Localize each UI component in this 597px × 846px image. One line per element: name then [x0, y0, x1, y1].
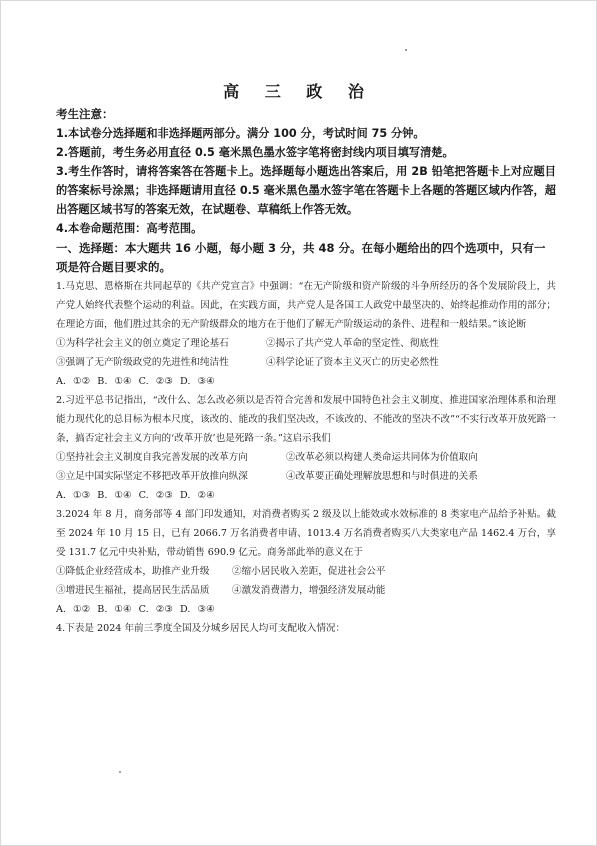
- question-1-options-row-2: [56, 353, 556, 372]
- option: ①降低企业经营成本，助推产业升级: [56, 566, 210, 577]
- question-3-stem: 3.2024 年 8 月，商务部等 4 部门印发通知，对消费者购买 2 级及以上能效或水效标准的 8 类家电产品给予补贴。截至 2024 年 10 月 15 日，已有 2066.7 万名消费者申请、1013.4 万名消费者购买八大类家电产品 1462.4 万台，享受 131.7 亿元中央补贴，带动销售 690.9 亿元。商务部此举的意义在于: [56, 509, 556, 558]
- option: ②揭示了共产党人革命的坚定性、彻底性: [266, 338, 439, 349]
- question-1-choices: A. ①② B. ①④ C. ②③ D. ③④: [56, 376, 215, 387]
- scan-dot: [119, 771, 121, 773]
- exam-content: [56, 105, 556, 638]
- option: ④激发消费潜力，增强经济发展动能: [232, 585, 386, 596]
- question-3-options-row-1: [56, 562, 556, 581]
- question-3-options-row-2: [56, 581, 556, 600]
- option: ③强调了无产阶级政党的先进性和纯洁性: [56, 357, 229, 368]
- question-2-stem: 2.习近平总书记指出，“改什么、怎么改必须以是否符合完善和发展中国特色社会主义制度、推进国家治理体系和治理能力现代化的总目标为根本尺度，该改的、能改的我们坚决改，不该改的、不能改的坚决不改”“不实行改革开放死路一条，搞否定社会主义方向的‘改革开放’也是死路一条。”这启示我们: [56, 395, 556, 444]
- option: ②缩小居民收入差距，促进社会公平: [232, 566, 386, 577]
- notice-item-1: 1.本试卷分选择题和非选择题两部分。满分 100 分，考试时间 75 分钟。: [56, 127, 425, 140]
- option: ①为科学社会主义的创立奠定了理论基石: [56, 338, 229, 349]
- question-4-stem: 4.下表是 2024 年前三季度全国及分城乡居民人均可支配收入情况：: [56, 623, 346, 634]
- section-heading: 一、选择题：本大题共 16 小题，每小题 3 分，共 48 分。在每小题给出的四个选项中，只有一项是符合题目要求的。: [56, 241, 546, 274]
- notice-heading: 考生注意：: [56, 107, 114, 121]
- question-3-choices: A. ①② B. ①④ C. ②③ D. ③④: [56, 604, 215, 615]
- option: ②改革必须以构建人类命运共同体为价值取向: [286, 452, 478, 463]
- question-1-options-row-1: [56, 334, 556, 353]
- question-2-choices: A. ①③ B. ①④ C. ②③ D. ②④: [56, 490, 215, 501]
- option: ①坚持社会主义制度自我完善发展的改革方向: [56, 452, 248, 463]
- notice-item-3: 3.考生作答时，请将答案答在答题卡上。选择题每小题选出答案后，用 2B 铅笔把答题卡上对应题目的答案标号涂黑；非选择题请用直径 0.5 毫米黑色墨水签字笔在答题卡上各题的答题区域内作答，超出答题区域书写的答案无效，在试题卷、草稿纸上作答无效。: [56, 165, 556, 216]
- question-1-stem: 1.马克思、恩格斯在共同起草的《共产党宣言》中强调：“在无产阶级和资产阶级的斗争所经历的各个发展阶段上，共产党人始终代表整个运动的利益。因此，在实践方面，共产党人是各国工人政党中最坚决的、始终起推动作用的部分；在理论方面，他们胜过其余的无产阶级群众的地方在于他们了解无产阶级运动的条件、进程和一般结果。”该论断: [56, 281, 556, 330]
- notice-item-4: 4.本卷命题范围：高考范围。: [56, 222, 203, 235]
- notice-item-2: 2.答题前，考生务必用直径 0.5 毫米黑色墨水签字笔将密封线内项目填写清楚。: [56, 146, 454, 159]
- question-2-options-row-2: [56, 467, 556, 486]
- option: ③立足中国实际坚定不移把改革开放推向纵深: [56, 471, 248, 482]
- question-2-options-row-1: [56, 448, 556, 467]
- option: ④科学论证了资本主义灭亡的历史必然性: [266, 357, 439, 368]
- page-title: 高 三 政 治: [223, 82, 374, 101]
- option: ③增进民生福祉，提高居民生活品质: [56, 585, 210, 596]
- scan-dot: [405, 49, 407, 51]
- option: ④改革要正确处理解放思想和与时俱进的关系: [286, 471, 478, 482]
